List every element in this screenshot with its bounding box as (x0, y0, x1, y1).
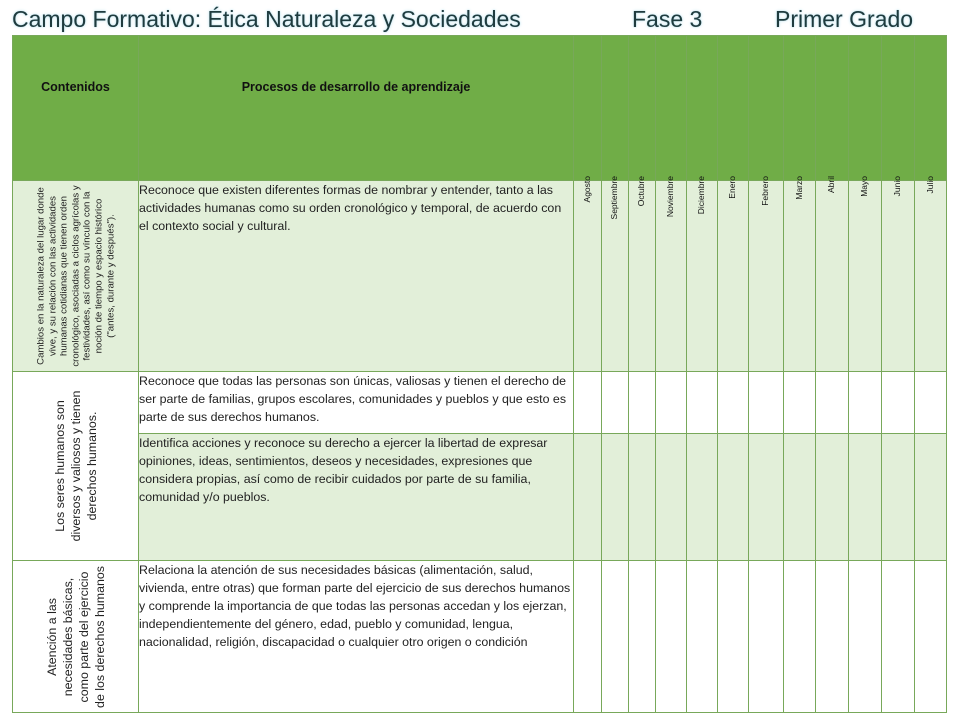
month-header (882, 36, 915, 197)
month-cell[interactable] (656, 372, 687, 434)
month-header (749, 36, 784, 206)
month-cell[interactable] (816, 372, 849, 434)
planning-table (12, 35, 947, 713)
table-row (13, 561, 947, 713)
proceso-cell: Relaciona la atención de sus necesidades básicas (alimentación, salud, vivienda, entre otras) que forman parte del ejercicio de sus derechos humanos y comprende la importancia de que todas las personas accedan y los ejerzan, independientemente del género, edad, pueblo y comunidad, lengua, nacionalidad, religión, discapacidad o cualquier otro origen o condición (139, 561, 574, 713)
month-cell[interactable] (718, 181, 749, 372)
header-procesos: Procesos de desarrollo de aprendizaje (139, 36, 574, 181)
proceso-cell: Reconoce que existen diferentes formas de nombrar y entender, tanto a las actividades humanas como su orden cronológico y temporal, de acuerdo con el contexto social y cultural. (139, 181, 574, 372)
month-header (602, 36, 629, 220)
month-label: Noviembre (665, 176, 675, 218)
month-header (816, 36, 849, 194)
table-row (13, 434, 947, 561)
month-header (656, 36, 687, 218)
month-cell[interactable] (629, 434, 656, 561)
month-cell[interactable] (656, 434, 687, 561)
month-header (718, 36, 749, 199)
month-cell[interactable] (602, 561, 629, 713)
proceso-cell: Identifica acciones y reconoce su derecho a ejercer la libertad de expresar opiniones, ideas, sentimientos, deseos y necesidades, expresiones que considera propias, así como de recibir cuidados por parte de su familia, comunidad y/o pueblos. (139, 434, 574, 561)
month-cell[interactable] (882, 181, 915, 372)
month-header (629, 36, 656, 207)
table-row (13, 181, 947, 372)
month-cell[interactable] (602, 434, 629, 561)
month-cell[interactable] (784, 434, 816, 561)
contenido-cell (13, 372, 139, 561)
month-label: Abril (826, 176, 836, 194)
month-label: Enero (727, 176, 737, 199)
month-label: Junio (892, 176, 902, 197)
month-header (849, 36, 882, 197)
title-bar (12, 4, 948, 34)
month-cell[interactable] (574, 372, 602, 434)
contenido-text: Atención a las necesidades básicas, como parte del ejercicio de los derechos humanos (44, 565, 107, 708)
month-cell[interactable] (816, 561, 849, 713)
phase-label: Fase 3 (632, 6, 703, 32)
header-contenidos: Contenidos (13, 36, 139, 181)
contenido-text: Cambios en la naturaleza del lugar donde vive, y su relación con las actividades humanas cotidianas que tienen orden cronológico, asociadas a ciclos agrícolas y festividades, así como su vínculo con la noción de tiempo y espacio histórico ("antes, durante y después"). (34, 185, 116, 367)
month-cell[interactable] (749, 434, 784, 561)
month-cell[interactable] (849, 181, 882, 372)
table-row (13, 372, 947, 434)
month-label: Agosto (581, 176, 592, 203)
month-cell[interactable] (656, 561, 687, 713)
month-cell[interactable] (749, 561, 784, 713)
month-cell[interactable] (749, 372, 784, 434)
month-cell[interactable] (915, 561, 947, 713)
contenido-cell (13, 181, 139, 372)
month-label: Febrero (760, 176, 770, 206)
month-cell[interactable] (629, 181, 656, 372)
month-label: Marzo (793, 176, 804, 200)
month-cell[interactable] (915, 181, 947, 372)
header-row (13, 36, 947, 181)
month-cell[interactable] (784, 561, 816, 713)
month-cell[interactable] (687, 561, 718, 713)
month-header (574, 36, 602, 203)
month-cell[interactable] (882, 434, 915, 561)
month-cell[interactable] (718, 561, 749, 713)
proceso-cell: Reconoce que todas las personas son únicas, valiosas y tienen el derecho de ser parte de familias, grupos escolares, comunidades y pueblos y que esto es parte de sus derechos humanos. (139, 372, 574, 434)
month-label: Mayo (859, 176, 869, 197)
month-cell[interactable] (784, 372, 816, 434)
month-cell[interactable] (849, 434, 882, 561)
month-cell[interactable] (574, 561, 602, 713)
month-cell[interactable] (629, 561, 656, 713)
grade-label: Primer Grado (775, 6, 914, 32)
month-cell[interactable] (749, 181, 784, 372)
month-cell[interactable] (849, 372, 882, 434)
month-cell[interactable] (718, 434, 749, 561)
month-cell[interactable] (687, 372, 718, 434)
month-label: Septiembre (609, 176, 619, 220)
month-label: Octubre (636, 176, 646, 207)
month-header (915, 36, 947, 194)
month-cell[interactable] (915, 434, 947, 561)
month-cell[interactable] (915, 372, 947, 434)
month-cell[interactable] (784, 181, 816, 372)
month-cell[interactable] (849, 561, 882, 713)
month-header (784, 36, 816, 200)
field-title: Campo Formativo: Ética Naturaleza y Sociedades (12, 6, 521, 32)
month-cell[interactable] (574, 434, 602, 561)
month-cell[interactable] (687, 434, 718, 561)
month-label: Diciembre (696, 176, 706, 215)
contenido-text: Los seres humanos son diversos y valiosos y tienen derechos humanos. (52, 390, 99, 542)
month-cell[interactable] (602, 372, 629, 434)
month-cell[interactable] (882, 561, 915, 713)
month-cell[interactable] (718, 372, 749, 434)
month-label: Julio (924, 176, 935, 194)
month-cell[interactable] (816, 434, 849, 561)
month-cell[interactable] (816, 181, 849, 372)
month-cell[interactable] (882, 372, 915, 434)
month-cell[interactable] (629, 372, 656, 434)
month-header (687, 36, 718, 215)
contenido-cell (13, 561, 139, 713)
month-cell[interactable] (574, 181, 602, 372)
